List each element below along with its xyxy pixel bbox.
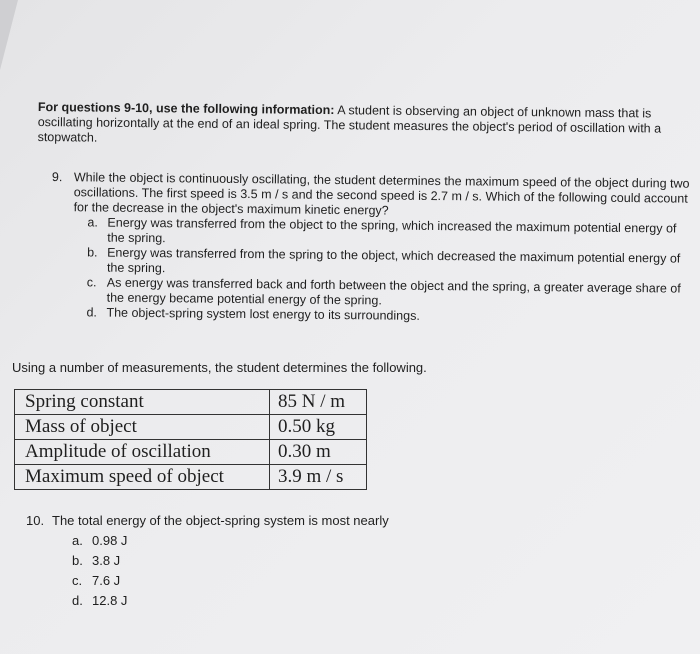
question-text: While the object is continuously oscillating, the student determines the maximum speed of the object during two oscillations. The first speed is 3.5 m / s and the second speed is 2.7 m / s. Which of the following could account for the decrease in the object's maximum kinetic energy? (73, 170, 690, 218)
question-text: The total energy of the object-spring system is most nearly (52, 513, 389, 528)
choice-text: Energy was transferred from the spring to the object, which decreased the maximum potential energy of the spring. (106, 245, 681, 276)
choice-a (72, 531, 626, 551)
table-row (15, 465, 367, 490)
choice-text: 7.6 J (92, 573, 121, 588)
choice-letter: b. (72, 553, 83, 568)
info-heading: For questions 9-10, use the following information: (37, 100, 335, 118)
row-label: Amplitude of oscillation (15, 440, 270, 465)
choice-letter: b. (87, 245, 98, 260)
row-label: Maximum speed of object (15, 465, 270, 490)
choice-letter: c. (72, 573, 83, 588)
question-10 (26, 511, 626, 611)
choice-text: As energy was transferred back and forth between the object and the spring, a greater average share of the energy became potential energy of the spring. (106, 275, 681, 308)
choice-text: The object-spring system lost energy to its surroundings. (106, 305, 420, 323)
choice-letter: a. (87, 215, 98, 230)
choice-c (72, 571, 626, 591)
info-paragraph (38, 100, 678, 152)
choice-letter: a. (72, 533, 83, 548)
choice-b (72, 551, 626, 571)
question-9 (50, 170, 692, 327)
choice-text: 12.8 J (92, 593, 128, 608)
row-label: Spring constant (15, 390, 270, 415)
choice-letter: d. (72, 593, 83, 608)
choice-text: 3.8 J (92, 553, 121, 568)
row-label: Mass of object (15, 415, 270, 440)
row-value: 3.9 m / s (270, 465, 367, 490)
measurements-intro: Using a number of measurements, the student determines the following. (12, 360, 427, 375)
choice-text: Energy was transferred from the object to the spring, which increased the maximum potential energy of the spring. (107, 215, 677, 246)
row-value: 0.30 m (270, 440, 367, 465)
measurements-table (14, 389, 367, 490)
info-text: A student is observing an object of unknown mass that is oscillating horizontally at the end of an ideal spring. The student measures the object's period of oscillation with a stopwatch. (37, 103, 662, 145)
table-row (15, 415, 367, 440)
row-value: 0.50 kg (270, 415, 367, 440)
choice-text: 0.98 J (92, 533, 128, 548)
table-row (15, 390, 367, 415)
choice-letter: c. (86, 275, 97, 290)
question-number: 10. (26, 513, 45, 528)
choice-d (72, 591, 626, 611)
choice-letter: d. (86, 305, 98, 320)
table-row (15, 440, 367, 465)
row-value: 85 N / m (270, 390, 367, 415)
question-number: 9. (51, 170, 63, 185)
